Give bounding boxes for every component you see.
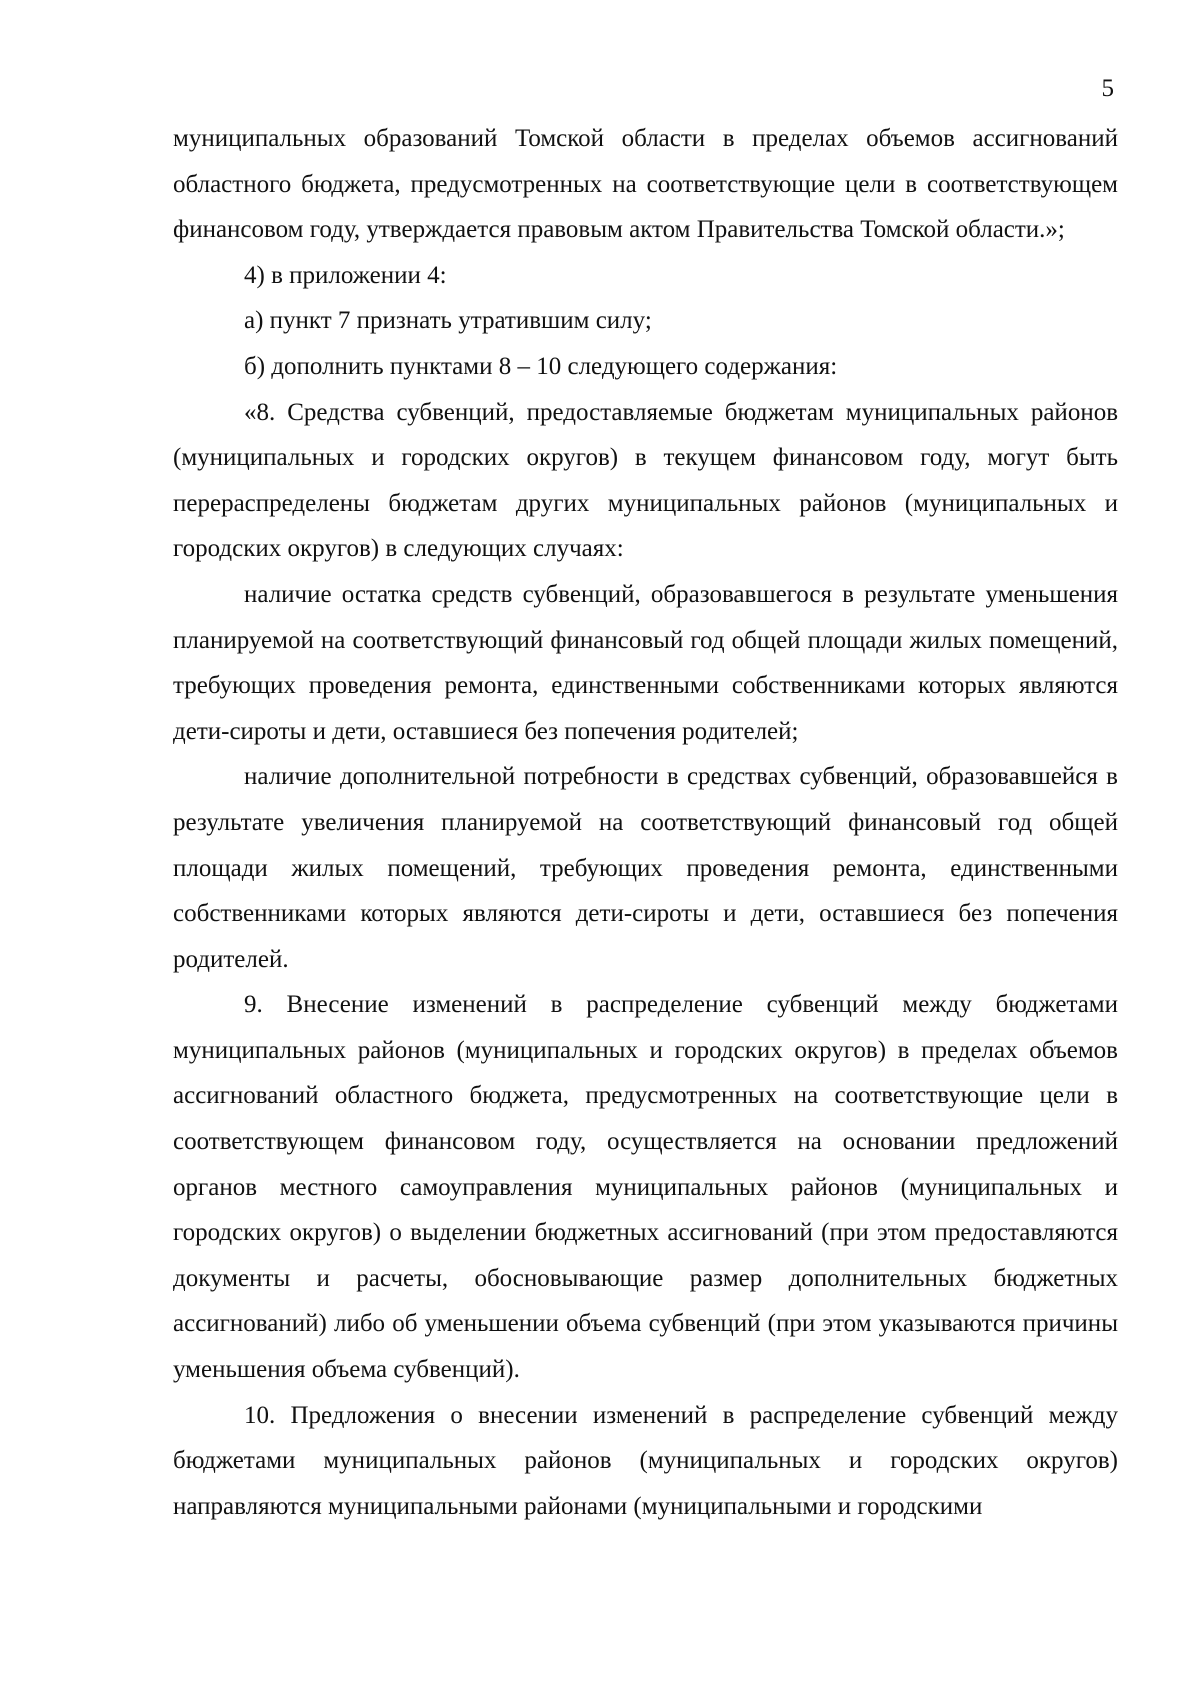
- list-item-b: б) дополнить пунктами 8 – 10 следующего содержания:: [244, 352, 838, 380]
- paragraph-case-additional-need: наличие дополнительной потребности в средствах субвенций, образовавшейся в результате увеличения планируемой на соответствующий финансовый год общей площади жилых помещений, требующих проведения ремонта, единственными собственниками которых являются дети-сироты и дети, оставшиеся без попечения родителей.: [173, 763, 1118, 973]
- paragraph-point-10: 10. Предложения о внесении изменений в распределение субвенций между бюджетами муниципальных районов (муниципальных и городских округов) направляются муниципальными районами (муниципальными и городскими: [173, 1401, 1118, 1520]
- paragraph-case-remainder: наличие остатка средств субвенций, образовавшегося в результате уменьшения планируемой на соответствующий финансовый год общей площади жилых помещений, требующих проведения ремонта, единственными собственниками которых являются дети-сироты и дети, оставшиеся без попечения родителей;: [173, 580, 1118, 745]
- list-item-4: 4) в приложении 4:: [244, 261, 447, 289]
- document-body: [173, 116, 1118, 1529]
- paragraph-point-8: «8. Средства субвенций, предоставляемые бюджетам муниципальных районов (муниципальных и городских округов) в текущем финансовом году, могут быть перераспределены бюджетам других муниципальных районов (муниципальных и городских округов) в следующих случаях:: [173, 398, 1118, 563]
- page-number: 5: [1101, 75, 1114, 102]
- paragraph-continuation: муниципальных образований Томской области в пределах объемов ассигнований областного бюджета, предусмотренных на соответствующие цели в соответствующем финансовом году, утверждается правовым актом Правительства Томской области.»;: [173, 125, 1118, 244]
- list-item-a: а) пункт 7 признать утратившим силу;: [244, 307, 652, 335]
- paragraph-point-9: 9. Внесение изменений в распределение субвенций между бюджетами муниципальных районов (муниципальных и городских округов) в пределах объемов ассигнований областного бюджета, предусмотренных на соответствующие цели в соответствующем финансовом году, осуществляется на основании предложений органов местного самоуправления муниципальных районов (муниципальных и городских округов) о выделении бюджетных ассигнований (при этом предоставляются документы и расчеты, обосновывающие размер дополнительных бюджетных ассигнований) либо об уменьшении объема субвенций (при этом указываются причины уменьшения объема субвенций).: [173, 991, 1118, 1384]
